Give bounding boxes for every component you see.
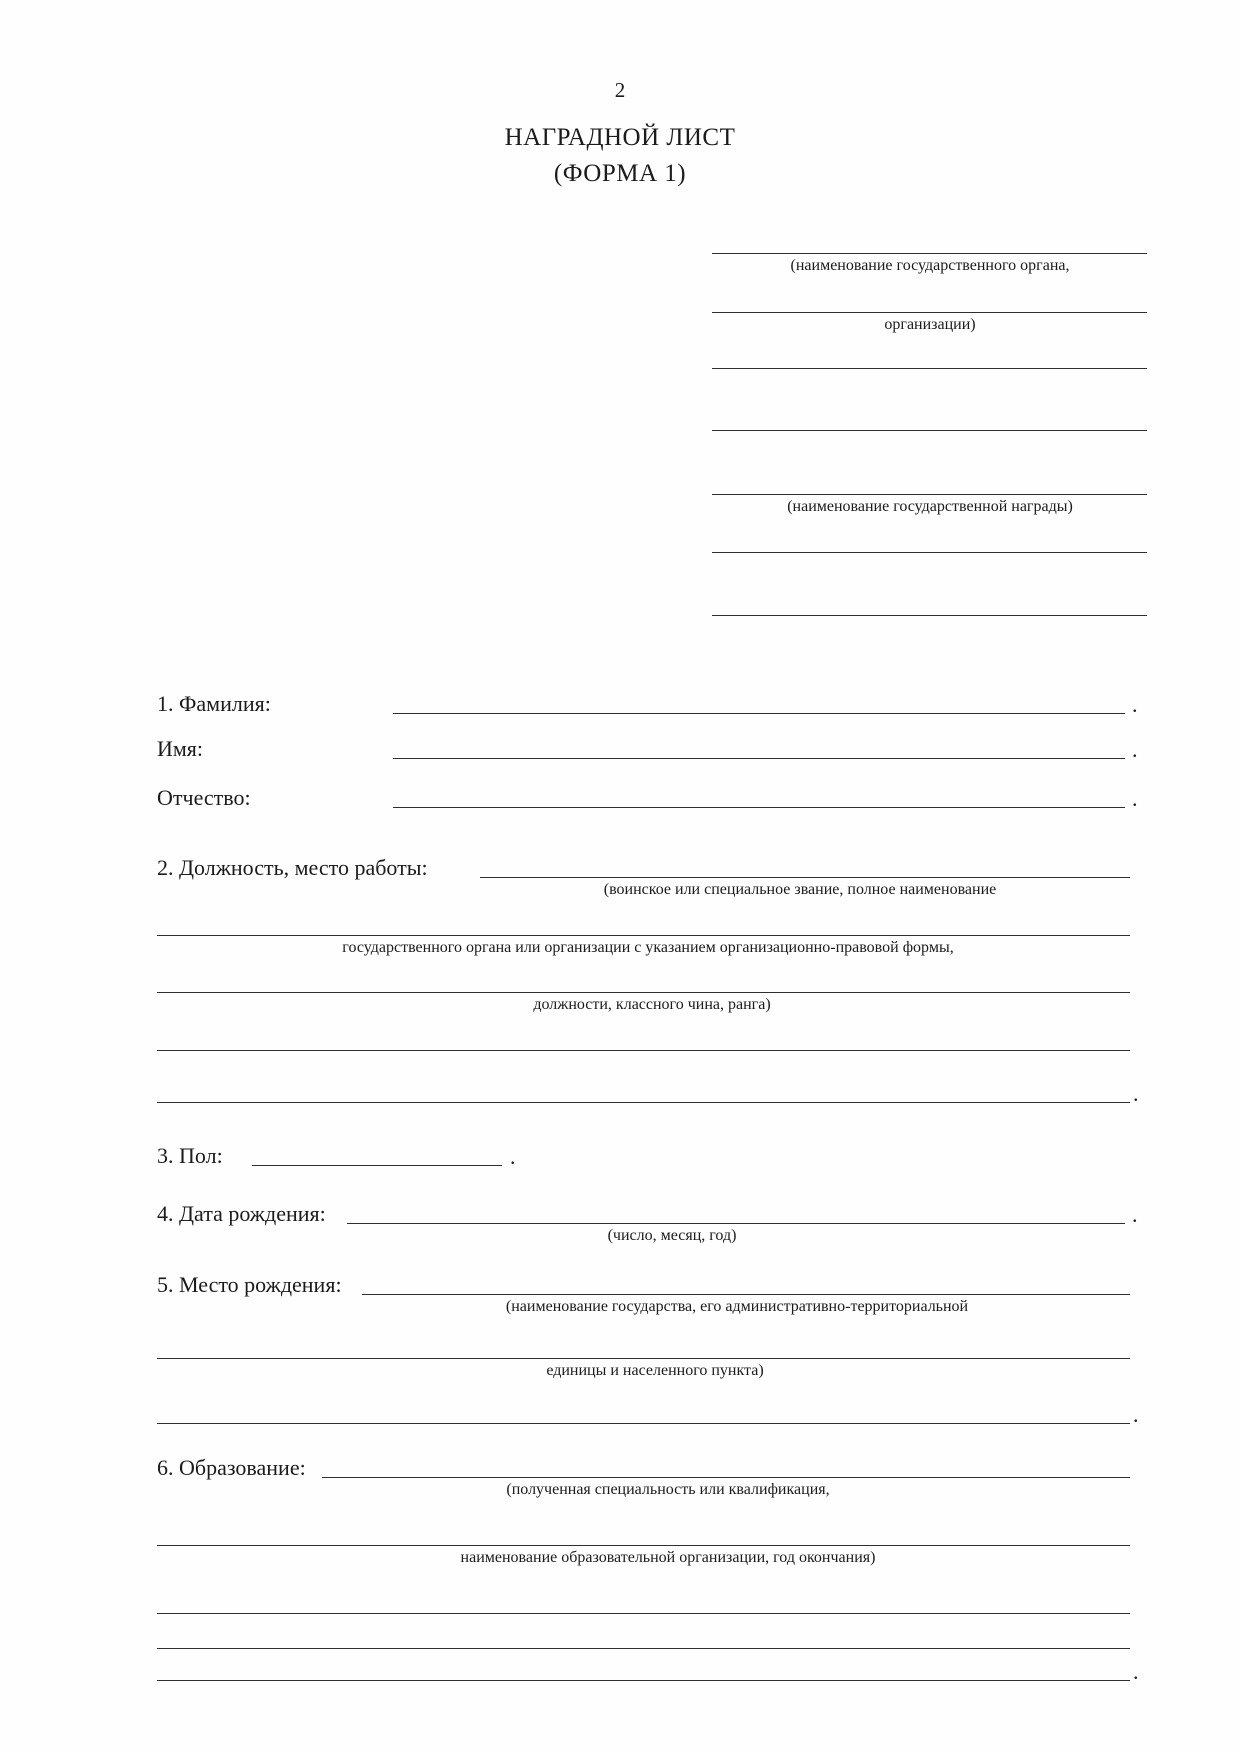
page-number: 2 (614, 78, 626, 102)
birth-date-field-line (347, 1201, 1125, 1224)
education-label: 6. Образование: (157, 1455, 306, 1480)
education-field-line-5 (157, 1658, 1130, 1681)
position-caption-3: должности, классного чина, ранга) (533, 996, 771, 1013)
period-mark: . (1133, 1081, 1139, 1106)
position-caption-2: государственного органа или организации с указанием организационно-правовой формы, (342, 939, 954, 956)
position-field-line-1 (480, 855, 1130, 878)
award-name-field-line-1 (712, 472, 1147, 495)
birth-place-caption-2: единицы и населенного пункта) (546, 1362, 764, 1379)
document-subtitle: (ФОРМА 1) (553, 160, 687, 187)
period-mark: . (510, 1144, 516, 1169)
period-mark: . (1132, 1202, 1138, 1227)
period-mark: . (1133, 1659, 1139, 1684)
birth-place-caption-1: (наименование государства, его административно-территориальной (505, 1298, 969, 1315)
period-mark: . (1133, 1402, 1139, 1427)
birth-place-label: 5. Место рождения: (157, 1272, 342, 1297)
position-field-line-3 (157, 970, 1130, 993)
first-name-label: Имя: (157, 736, 204, 761)
education-field-line-4 (157, 1626, 1130, 1649)
education-field-line-2 (157, 1523, 1130, 1546)
award-name-caption: (наименование государственной награды) (787, 498, 1073, 515)
period-mark: . (1132, 786, 1138, 811)
first-name-field-line (393, 736, 1125, 759)
birth-place-field-line-3 (157, 1401, 1130, 1424)
header-blank-line-4 (712, 408, 1147, 431)
position-field-line-2 (157, 913, 1130, 936)
surname-label: 1. Фамилия: (157, 691, 271, 716)
sex-label: 3. Пол: (157, 1143, 223, 1168)
birth-place-field-line-2 (157, 1336, 1130, 1359)
position-label: 2. Должность, место работы: (157, 855, 428, 880)
period-mark: . (1132, 737, 1138, 762)
education-caption-2: наименование образовательной организации, год окончания) (460, 1549, 876, 1566)
position-field-line-5 (157, 1080, 1130, 1103)
education-field-line-1 (322, 1455, 1130, 1478)
header-blank-line-3 (712, 346, 1147, 369)
patronymic-label: Отчество: (157, 785, 251, 810)
sex-field-line (252, 1143, 502, 1166)
period-mark: . (1132, 692, 1138, 717)
patronymic-field-line (393, 785, 1125, 808)
org-name-field-line-1 (712, 231, 1147, 254)
education-caption-1: (полученная специальность или квалификация, (506, 1481, 830, 1498)
position-field-line-4 (157, 1028, 1130, 1051)
org-name-caption-1: (наименование государственного органа, (790, 257, 1070, 274)
position-caption-1: (воинское или специальное звание, полное наименование (603, 881, 997, 898)
birth-date-label: 4. Дата рождения: (157, 1201, 326, 1226)
birth-place-field-line-1 (362, 1272, 1130, 1295)
org-name-field-line-2 (712, 290, 1147, 313)
birth-date-caption: (число, месяц, год) (607, 1227, 737, 1244)
document-title: НАГРАДНОЙ ЛИСТ (504, 124, 736, 151)
education-field-line-3 (157, 1591, 1130, 1614)
surname-field-line (393, 691, 1125, 714)
award-name-field-line-3 (712, 593, 1147, 616)
document-title-block (0, 120, 1240, 192)
award-name-field-line-2 (712, 530, 1147, 553)
org-name-caption-2: организации) (884, 316, 976, 333)
